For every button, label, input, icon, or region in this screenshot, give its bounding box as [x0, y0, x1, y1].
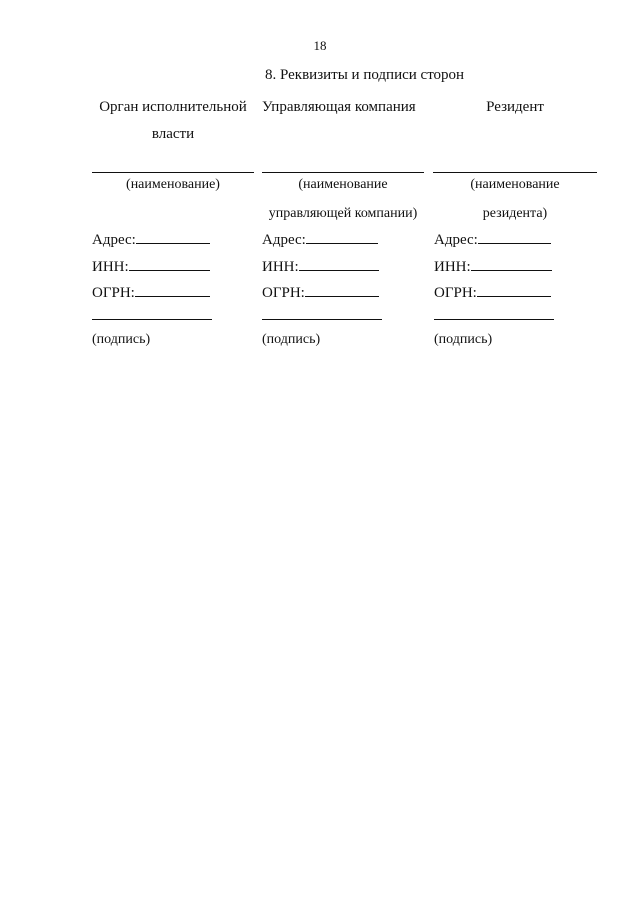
address-field-management-company: [262, 229, 378, 250]
inn-label: ИНН:: [434, 259, 471, 275]
ogrn-blank: [305, 282, 379, 297]
caption-line: (наименование): [126, 177, 220, 192]
signature-caption-resident: (подпись): [434, 332, 493, 347]
address-label: Адрес:: [92, 232, 136, 248]
name-caption-resident: [433, 170, 597, 228]
section-title: 8. Реквизиты и подписи сторон: [265, 67, 465, 83]
inn-field-executive-body: [92, 256, 210, 277]
inn-field-resident: [434, 256, 552, 277]
column-heading-executive-body: [88, 94, 258, 148]
ogrn-field-executive-body: [92, 282, 210, 303]
heading-line: власти: [151, 126, 195, 142]
ogrn-blank: [477, 282, 551, 297]
signature-caption-executive-body: (подпись): [92, 332, 151, 347]
heading-line: Резидент: [486, 99, 544, 115]
column-heading-resident: [435, 94, 595, 121]
signature-caption-management-company: (подпись): [262, 332, 321, 347]
address-field-resident: [434, 229, 551, 250]
address-label: Адрес:: [434, 232, 478, 248]
caption-line: (наименование: [470, 177, 560, 192]
heading-line: Орган исполнительной: [99, 99, 247, 115]
caption-line: управляющей компании): [268, 206, 418, 221]
caption-line: резидента): [482, 206, 548, 221]
signature-line-executive-body: [92, 319, 212, 320]
page-number: 18: [313, 38, 327, 53]
column-heading-management-company: [262, 94, 432, 121]
inn-field-management-company: [262, 256, 379, 277]
inn-label: ИНН:: [92, 259, 129, 275]
ogrn-label: ОГРН:: [92, 285, 135, 301]
address-blank: [136, 229, 210, 244]
signature-line-resident: [434, 319, 554, 320]
ogrn-label: ОГРН:: [262, 285, 305, 301]
address-field-executive-body: [92, 229, 210, 250]
inn-blank: [129, 256, 210, 271]
inn-label: ИНН:: [262, 259, 299, 275]
name-caption-management-company: [258, 170, 428, 228]
inn-blank: [299, 256, 379, 271]
name-caption-executive-body: [92, 170, 254, 199]
caption-line: (наименование: [298, 177, 388, 192]
address-blank: [478, 229, 551, 244]
ogrn-blank: [135, 282, 210, 297]
ogrn-field-resident: [434, 282, 551, 303]
address-blank: [306, 229, 378, 244]
ogrn-field-management-company: [262, 282, 379, 303]
address-label: Адрес:: [262, 232, 306, 248]
signature-line-management-company: [262, 319, 382, 320]
ogrn-label: ОГРН:: [434, 285, 477, 301]
inn-blank: [471, 256, 552, 271]
heading-line: Управляющая компания: [262, 99, 416, 115]
